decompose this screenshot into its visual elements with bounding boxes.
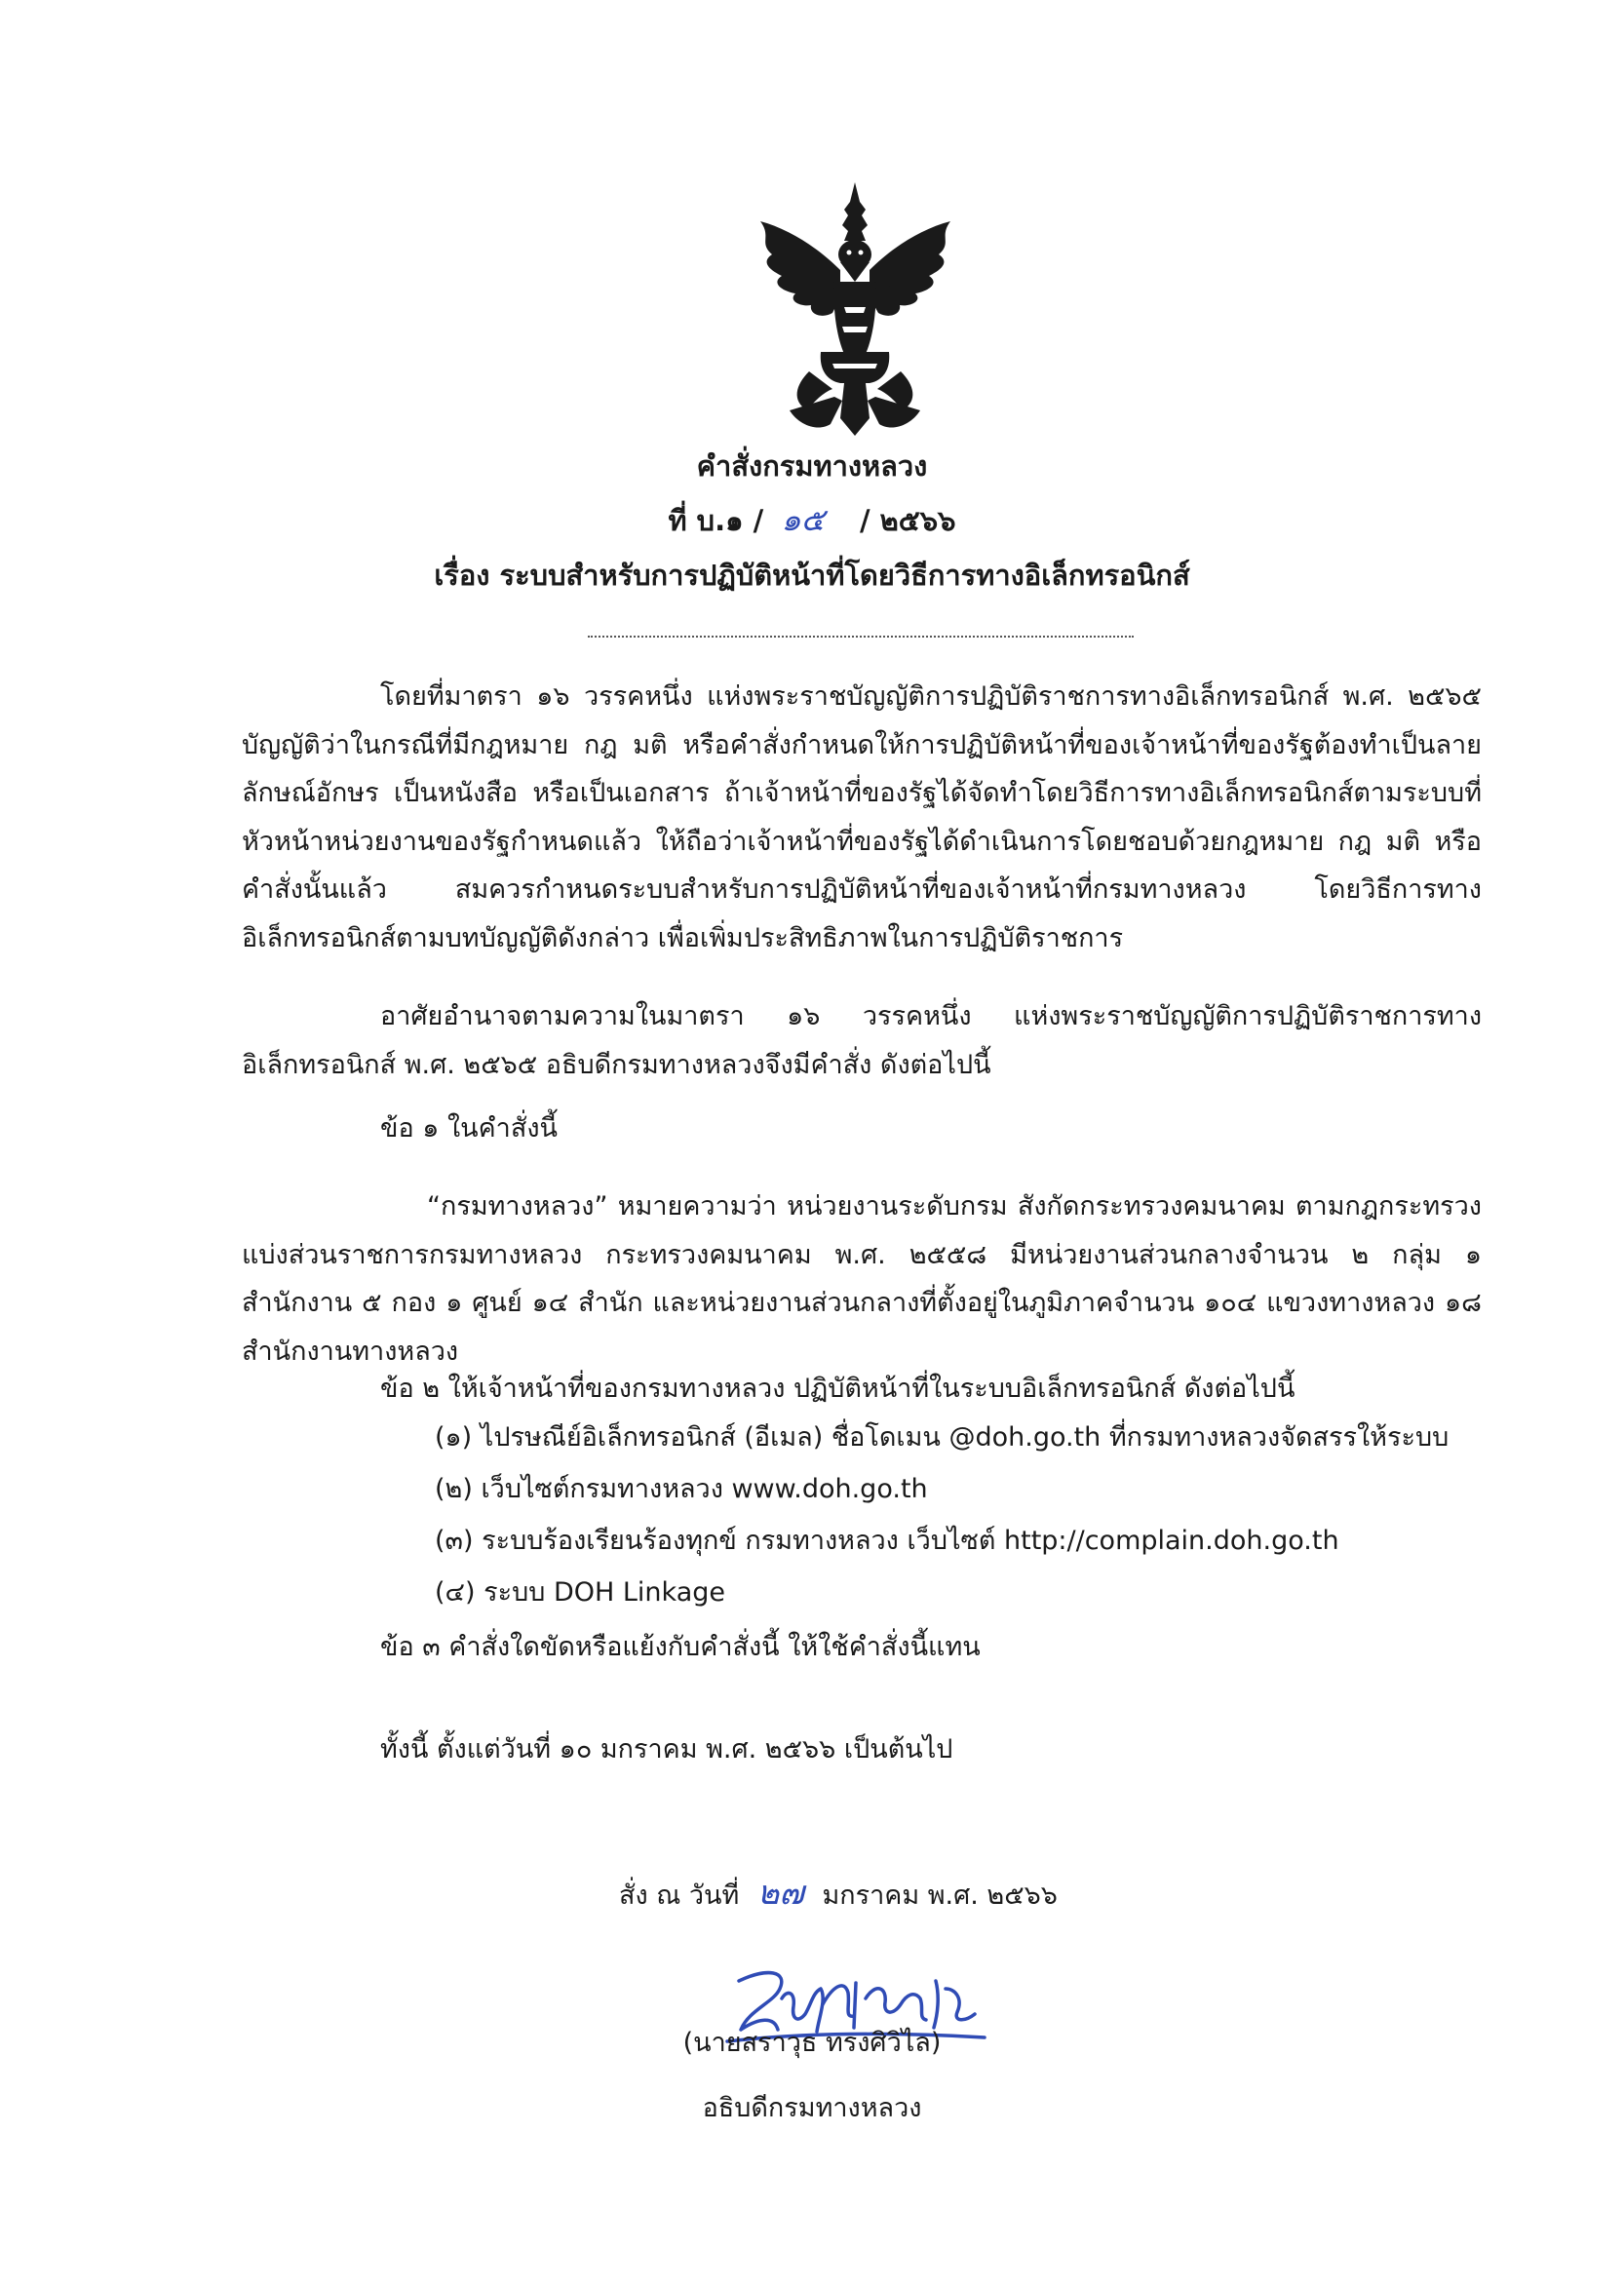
list-item: (๓) ระบบร้องเรียนร้องทุกข์ กรมทางหลวง เว็บไซต์ http://complain.doh.go.th — [435, 1526, 1339, 1556]
garuda-emblem-icon — [751, 180, 960, 439]
order-number-handwritten: ๑๕ — [781, 501, 825, 538]
document-subject: เรื่อง ระบบสำหรับการปฏิบัติหน้าที่โดยวิธีการทางอิเล็กทรอนิกส์ — [434, 559, 1190, 592]
list-item: (๒) เว็บไซต์กรมทางหลวง www.doh.go.th — [435, 1474, 928, 1504]
list-item: (๔) ระบบ DOH Linkage — [435, 1577, 725, 1608]
clause-2: ข้อ ๒ ให้เจ้าหน้าที่ของกรมทางหลวง ปฏิบัติหน้าที่ในระบบอิเล็กทรอนิกส์ ดังต่อไปนี้ — [380, 1374, 1295, 1404]
document-title: คำสั่งกรมทางหลวง — [696, 449, 928, 483]
order-number-suffix: / ๒๕๖๖ — [859, 504, 956, 537]
preamble-paragraph — [242, 673, 1482, 962]
signer-name: (นายสราวุธ ทรงศิวิไล) — [682, 2028, 942, 2058]
order-day-handwritten: ๒๗ — [756, 1874, 804, 1913]
clause-3: ข้อ ๓ คำสั่งใดขัดหรือแย้งกับคำสั่งนี้ ให้ใช้คำสั่งนี้แทน — [380, 1632, 981, 1662]
effective-date: ทั้งนี้ ตั้งแต่วันที่ ๑๐ มกราคม พ.ศ. ๒๕๖๖ เป็นต้นไป — [380, 1734, 953, 1764]
clause-1: ข้อ ๑ ในคำสั่งนี้ — [380, 1113, 558, 1144]
system-list — [435, 1418, 1507, 1625]
definition-paragraph — [242, 1183, 1482, 1376]
definition-text: “กรมทางหลวง” หมายความว่า หน่วยงานระดับกรม สังกัดกระทรวงคมนาคม ตามกฎกระทรวงแบ่งส่วนราชการกรมทางหลวง กระทรวงคมนาคม พ.ศ. ๒๕๕๘ มีหน่วยงานส่วนกลางจำนวน ๒ กลุ่ม ๑ สำนักงาน ๕ กอง ๑ ศูนย์ ๑๔ สำนัก และหน่วยงานส่วนกลางที่ตั้งอยู่ในภูมิภาคจำนวน ๑๐๔ แขวงทางหลวง ๑๘ สำนักงานทางหลวง — [242, 1191, 1482, 1367]
order-date-prefix: สั่ง ณ วันที่ — [619, 1881, 740, 1911]
order-number — [0, 500, 1624, 540]
preamble-text: โดยที่มาตรา ๑๖ วรรคหนึ่ง แห่งพระราชบัญญัติการปฏิบัติราชการทางอิเล็กทรอนิกส์ พ.ศ. ๒๕๖๕ บัญญัติว่าในกรณีที่มีกฎหมาย กฎ มติ หรือคำสั่งกำหนดให้การปฏิบัติหน้าที่ของเจ้าหน้าที่ของรัฐต้องทำเป็นลายลักษณ์อักษร เป็นหนังสือ หรือเป็นเอกสาร ถ้าเจ้าหน้าที่ของรัฐได้จัดทำโดยวิธีการทางอิเล็กทรอนิกส์ตามระบบที่หัวหน้าหน่วยงานของรัฐกำหนดแล้ว ให้ถือว่าเจ้าหน้าที่ของรัฐได้ดำเนินการโดยชอบด้วยกฎหมาย กฎ มติ หรือคำสั่งนั้นแล้ว สมควรกำหนดระบบสำหรับการปฏิบัติหน้าที่ของเจ้าหน้าที่กรมทางหลวง โดยวิธีการทางอิเล็กทรอนิกส์ตามบทบัญญัติดังกล่าว เพื่อเพิ่มประสิทธิภาพในการปฏิบัติราชการ — [242, 681, 1482, 953]
divider — [588, 636, 1134, 638]
order-number-prefix: ที่ บ.๑ / — [668, 504, 764, 537]
authority-text: อาศัยอำนาจตามความในมาตรา ๑๖ วรรคหนึ่ง แห่งพระราชบัญญัติการปฏิบัติราชการทางอิเล็กทรอนิกส์ พ.ศ. ๒๕๖๕ อธิบดีกรมทางหลวงจึงมีคำสั่ง ดังต่อไปนี้ — [242, 1001, 1482, 1080]
order-date-suffix: มกราคม พ.ศ. ๒๕๖๖ — [822, 1881, 1058, 1911]
list-item: (๑) ไปรษณีย์อิเล็กทรอนิกส์ (อีเมล) ชื่อโดเมน @doh.go.th ที่กรมทางหลวงจัดสรรให้ระบบ — [435, 1422, 1450, 1453]
signer-position: อธิบดีกรมทางหลวง — [702, 2093, 922, 2123]
authority-paragraph — [242, 992, 1482, 1089]
order-date — [619, 1872, 1058, 1918]
